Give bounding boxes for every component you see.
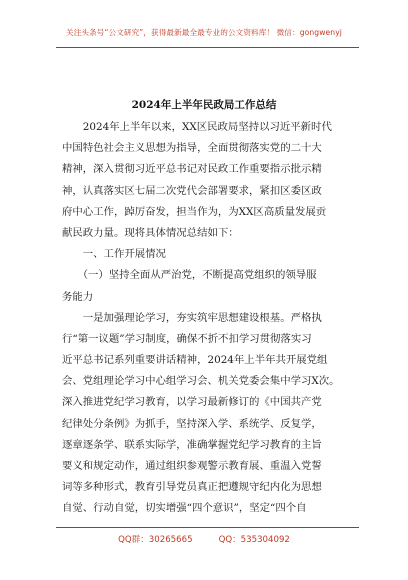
- body-line: 一是加强理论学习，夯实筑牢思想建设根基。严格执: [62, 311, 322, 324]
- body-line: 府中心工作，踔厉奋发，担当作为，为XX区高质量发展贡: [62, 205, 327, 218]
- body-line: 纪律处分条例》为抓手，坚持深入学、系统学、反复学，: [62, 417, 322, 430]
- body-line: 深入推进党纪学习教育，以学习最新修订的《中国共产党: [62, 396, 322, 409]
- body-line: 行“第一议题”学习制度，确保不折不扣学习贯彻落实习: [62, 332, 312, 345]
- promo-footer: [0, 533, 408, 545]
- document-body: [62, 117, 352, 520]
- body-line: 2024年上半年以来，XX区民政局坚持以习近平新时代: [62, 121, 332, 133]
- body-line: 逐章逐条学、联系实际学，准确掌握党纪学习教育的主旨: [62, 438, 322, 451]
- qq-contact-text: QQ：535304092: [218, 535, 290, 545]
- header-divider: [56, 47, 359, 48]
- subsection-heading: （一）坚持全面从严治党，不断提高党组织的领导服: [62, 269, 317, 282]
- body-line: 词等多种形式，教育引导党员真正把遵规守纪内化为思想: [62, 481, 322, 494]
- body-line: 会、党组理论学习中心组学习会、机关党委会集中学习X次。: [62, 375, 340, 388]
- body-line: 近平总书记系列重要讲话精神，2024年上半年共开展党组: [62, 354, 328, 367]
- footer-divider: [56, 527, 359, 528]
- body-line: 神，认真落实区七届二次党代会部署要求，紧扣区委区政: [62, 184, 322, 197]
- promo-header: 关注头条号“公文研究”，获得最新最全最专业的公文资料库！ 微信：gongwenyj: [66, 28, 342, 37]
- document-title: 2024年上半年民政局工作总结: [131, 99, 277, 111]
- body-line: 献民政力量。现将具体情况总结如下：: [62, 226, 239, 239]
- qq-group-text: QQ群：30265665: [118, 535, 193, 545]
- body-line: 中国特色社会主义思想为指导，全面贯彻落实党的二十大: [62, 142, 322, 155]
- body-line: 自觉、行动自觉，切实增强“四个意识”，坚定“四个自: [62, 502, 307, 515]
- body-line: 要义和规定动作，通过组织参观警示教育展、重温入党誓: [62, 460, 322, 472]
- subsection-heading: 务能力: [62, 290, 94, 303]
- section-heading: 一、工作开展情况: [62, 248, 166, 261]
- body-line: 精神，深入贯彻习近平总书记对民政工作重要指示批示精: [62, 163, 322, 176]
